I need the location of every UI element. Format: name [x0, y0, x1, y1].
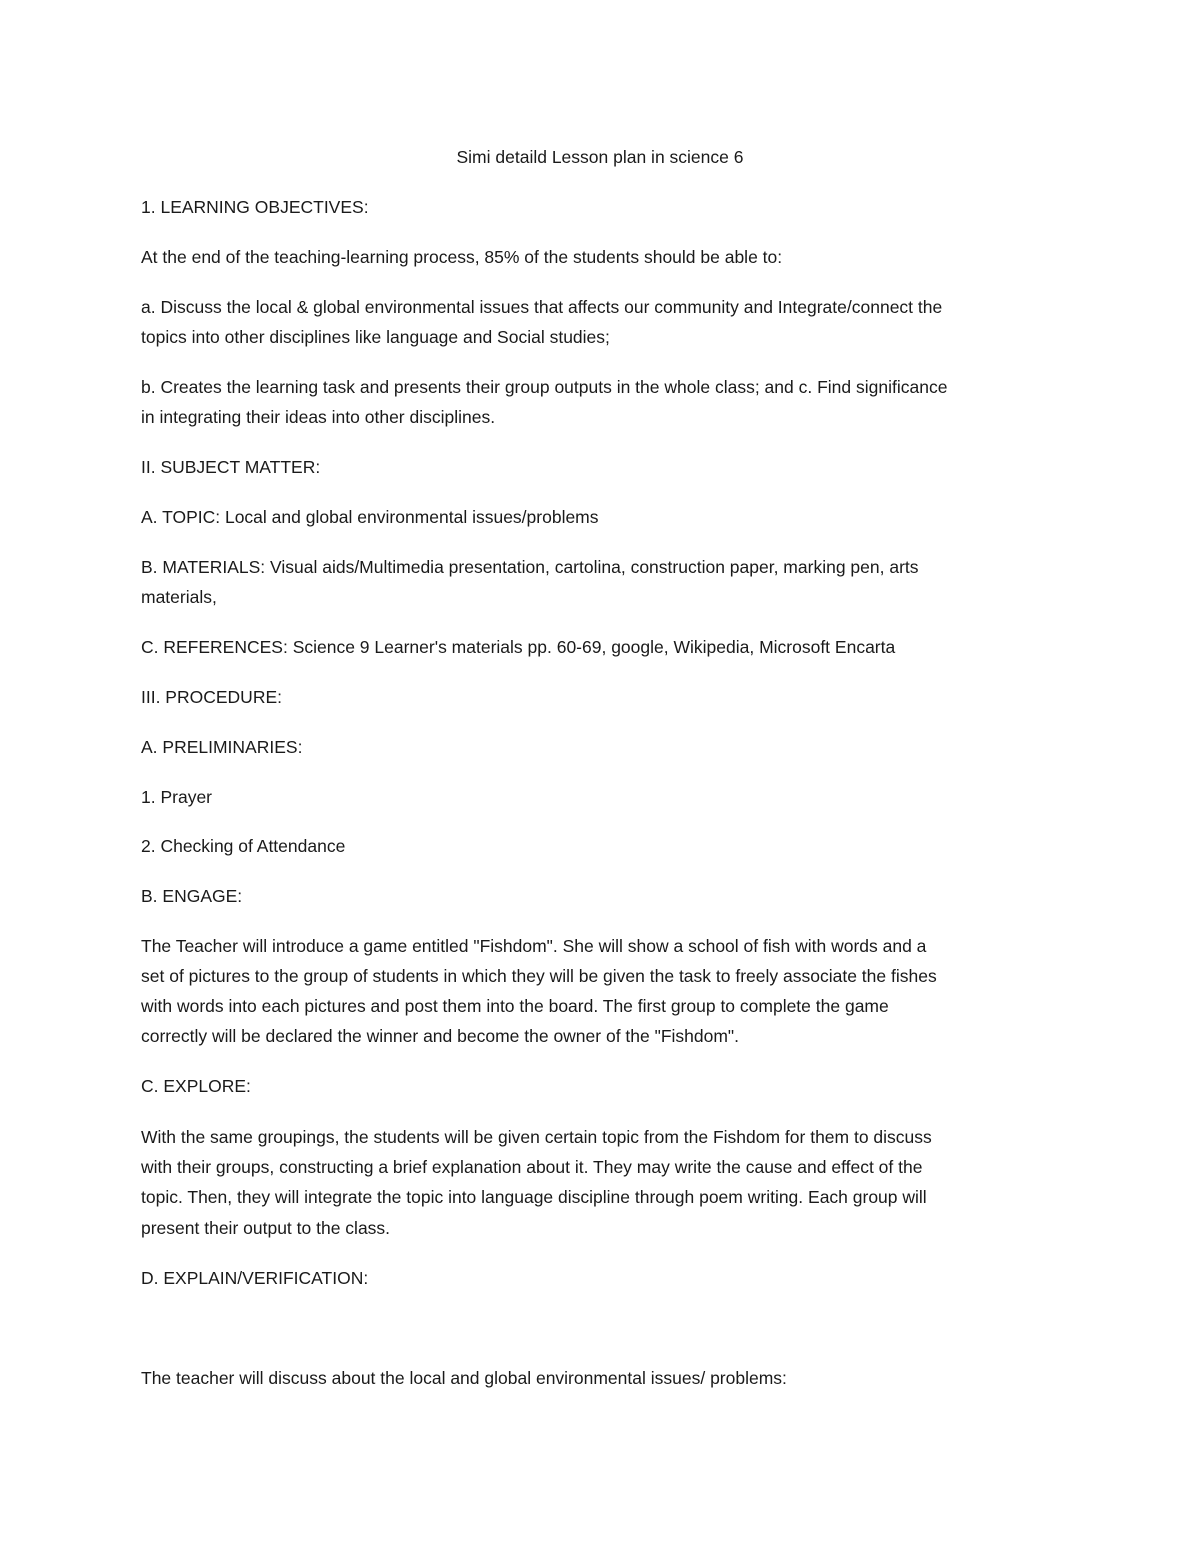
engage-heading: B. ENGAGE: — [141, 886, 243, 906]
preliminary-attendance: 2. Checking of Attendance — [141, 836, 346, 856]
subject-references: C. REFERENCES: Science 9 Learner's materials pp. 60-69, google, Wikipedia, Microsoft Encarta — [141, 637, 896, 657]
objective-b-line-1: b. Creates the learning task and presents their group outputs in the whole class; and c. Find significance — [141, 377, 948, 397]
explore-heading: C. EXPLORE: — [141, 1076, 251, 1096]
document-title: Simi detaild Lesson plan in science 6 — [456, 147, 744, 167]
explore-line-2: with their groups, constructing a brief explanation about it. They may write the cause and effect of the — [141, 1157, 923, 1177]
subject-matter-heading: II. SUBJECT MATTER: — [141, 457, 321, 477]
engage-line-3: with words into each pictures and post them into the board. The first group to complete the game — [141, 996, 889, 1016]
engage-line-2: set of pictures to the group of students in which they will be given the task to freely associate the fishes — [141, 966, 937, 986]
engage-line-4: correctly will be declared the winner and become the owner of the "Fishdom". — [141, 1026, 739, 1046]
explain-heading: D. EXPLAIN/VERIFICATION: — [141, 1268, 369, 1288]
objectives-intro: At the end of the teaching-learning process, 85% of the students should be able to: — [141, 247, 783, 267]
objective-a-line-2: topics into other disciplines like language and Social studies; — [141, 327, 610, 347]
engage-line-1: The Teacher will introduce a game entitled "Fishdom". She will show a school of fish with words and a — [141, 936, 927, 956]
explore-line-4: present their output to the class. — [141, 1218, 391, 1238]
subject-materials-line-1: B. MATERIALS: Visual aids/Multimedia presentation, cartolina, construction paper, marking pen, arts — [141, 557, 919, 577]
subject-topic: A. TOPIC: Local and global environmental issues/problems — [141, 507, 599, 527]
procedure-heading: III. PROCEDURE: — [141, 687, 282, 707]
objective-b-line-2: in integrating their ideas into other disciplines. — [141, 407, 496, 427]
explore-line-1: With the same groupings, the students will be given certain topic from the Fishdom for them to discuss — [141, 1127, 932, 1147]
preliminary-prayer: 1. Prayer — [141, 787, 212, 807]
subject-materials-line-2: materials, — [141, 587, 217, 607]
preliminaries-heading: A. PRELIMINARIES: — [141, 737, 303, 757]
explore-line-3: topic. Then, they will integrate the topic into language discipline through poem writing. Each group will — [141, 1187, 927, 1207]
explain-line-1: The teacher will discuss about the local and global environmental issues/ problems: — [141, 1368, 787, 1388]
objective-a-line-1: a. Discuss the local & global environmental issues that affects our community and Integrate/connect the — [141, 297, 943, 317]
objectives-heading: 1. LEARNING OBJECTIVES: — [141, 197, 369, 217]
